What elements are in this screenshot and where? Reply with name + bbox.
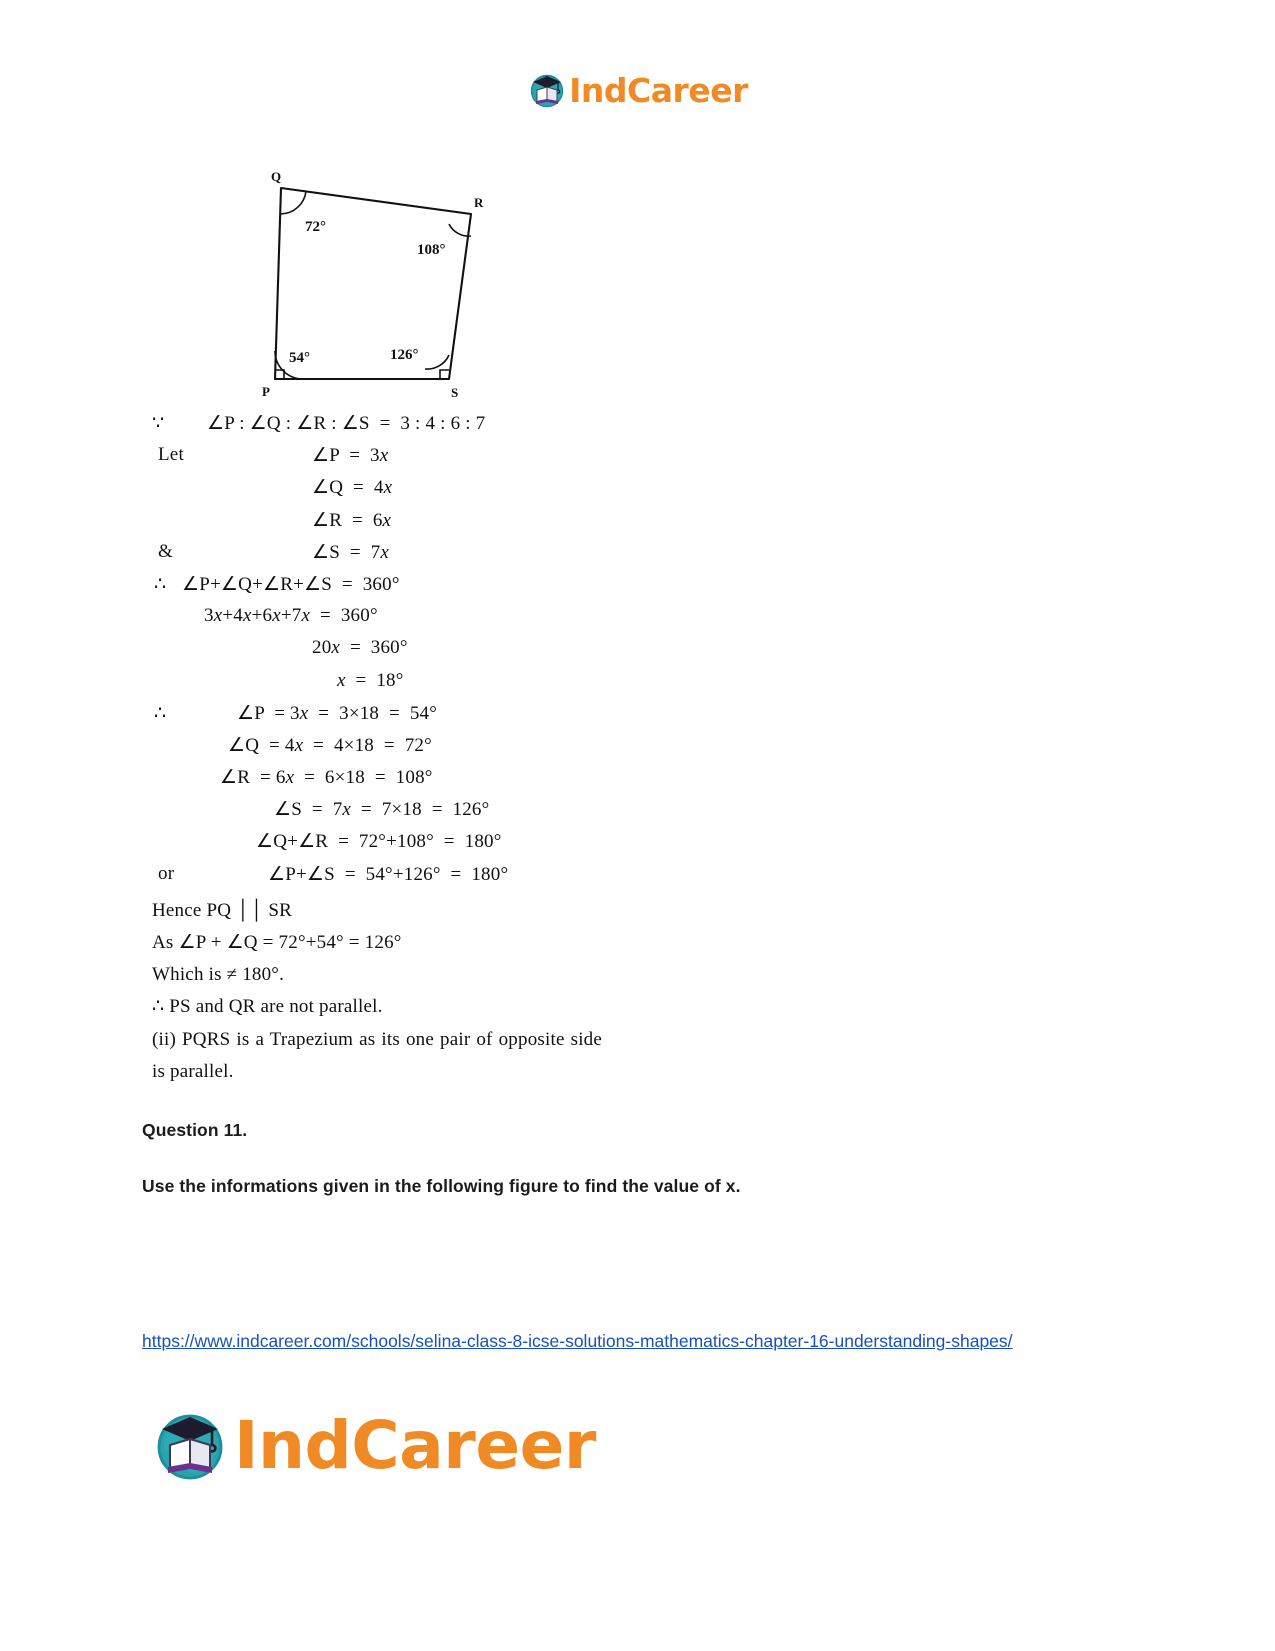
header-logo (0, 70, 1275, 110)
solution-line-lead: ∴ (154, 702, 167, 724)
solution-line-body: ∠S = 7x (312, 541, 390, 563)
solution-line-body: 20x = 360° (312, 637, 408, 659)
figure-vertex-label-P: P (262, 384, 270, 399)
figure-vertex-label-Q: Q (271, 169, 282, 184)
solution-conclusion-line: ∴ PS and QR are not parallel. (152, 996, 383, 1018)
solution-line (152, 541, 792, 573)
figure-vertex-label-S: S (451, 385, 459, 400)
solution-line-body: x = 18° (337, 669, 404, 691)
solution-line-lead: Let (158, 444, 184, 466)
solution-line (152, 670, 792, 702)
solution-line (152, 734, 792, 766)
brand-word-career: Career (351, 1406, 596, 1484)
solution-line (152, 863, 792, 895)
question-text: Use the informations given in the following figure to find the value of x. (142, 1176, 741, 1196)
solution-line-body: ∠Q = 4x (312, 477, 393, 499)
solution-line (152, 605, 792, 637)
figure-angle-label-Q: 72° (305, 219, 326, 235)
solution-block (152, 412, 792, 1088)
graduation-cap-book-logo-icon (527, 70, 567, 110)
solution-line-lead: & (158, 540, 173, 562)
solution-line-lead: ∵ (152, 413, 165, 434)
figure-vertex-label-R: R (474, 195, 484, 210)
solution-equation-lines (152, 412, 792, 895)
solution-final-paragraph: (ii) PQRS is a Trapezium as its one pair of opposite side is parallel. (152, 1028, 602, 1082)
solution-line (152, 573, 792, 605)
solution-line-body: ∠P+∠Q+∠R+∠S = 360° (182, 573, 400, 595)
brand-logo (527, 70, 748, 110)
solution-line-body: ∠Q = 4x = 4×18 = 72° (228, 734, 432, 756)
brand-wordmark (234, 1407, 596, 1484)
brand-wordmark (569, 71, 748, 110)
solution-line (152, 830, 792, 862)
solution-line-body: ∠S = 7x = 7×18 = 126° (274, 799, 490, 821)
brand-word-ind: Ind (234, 1406, 352, 1484)
solution-conclusion-lines (152, 895, 792, 1024)
solution-line-lead: ∴ (154, 573, 167, 595)
figure-angle-label-R: 108° (417, 242, 446, 258)
solution-line (152, 702, 792, 734)
solution-line-body: ∠P = 3x = 3×18 = 54° (237, 702, 438, 724)
source-url-link[interactable]: https://www.indcareer.com/schools/selina-class-8-icse-solutions-mathematics-chapter-16-understanding-shapes/ (142, 1331, 1013, 1351)
figure-angle-label-P: 54° (289, 350, 310, 366)
solution-conclusion-line: Which is ≠ 180°. (152, 964, 285, 986)
solution-line (152, 766, 792, 798)
question-title: Question 11. (142, 1120, 248, 1140)
solution-line (152, 444, 792, 476)
solution-line-body: ∠R = 6x = 6×18 = 108° (220, 767, 433, 789)
solution-line (152, 509, 792, 541)
figure-angle-label-S: 126° (390, 347, 419, 363)
solution-line-body: ∠Q+∠R = 72°+108° = 180° (256, 831, 502, 853)
solution-line-body: ∠P+∠S = 54°+126° = 180° (268, 863, 509, 885)
footer-logo (150, 1405, 596, 1485)
solution-line-body: ∠R = 6x (312, 509, 392, 531)
solution-line (152, 476, 792, 508)
graduation-cap-book-logo-icon (150, 1405, 230, 1485)
solution-line (152, 412, 792, 444)
solution-line-body: 3x+4x+6x+7x = 360° (204, 605, 378, 627)
solution-conclusion-line: As ∠P + ∠Q = 72°+54° = 126° (152, 932, 402, 954)
solution-line-body: ∠P : ∠Q : ∠R : ∠S = 3 : 4 : 6 : 7 (207, 413, 486, 434)
solution-line-body: ∠P = 3x (312, 445, 389, 467)
quadrilateral-figure (243, 165, 513, 405)
solution-line (152, 637, 792, 669)
brand-word-ind: Ind (569, 70, 628, 110)
solution-line (152, 798, 792, 830)
solution-line-lead: or (158, 862, 175, 884)
brand-word-career: Career (627, 70, 748, 110)
solution-conclusion-line: Hence PQ ││ SR (152, 899, 293, 921)
